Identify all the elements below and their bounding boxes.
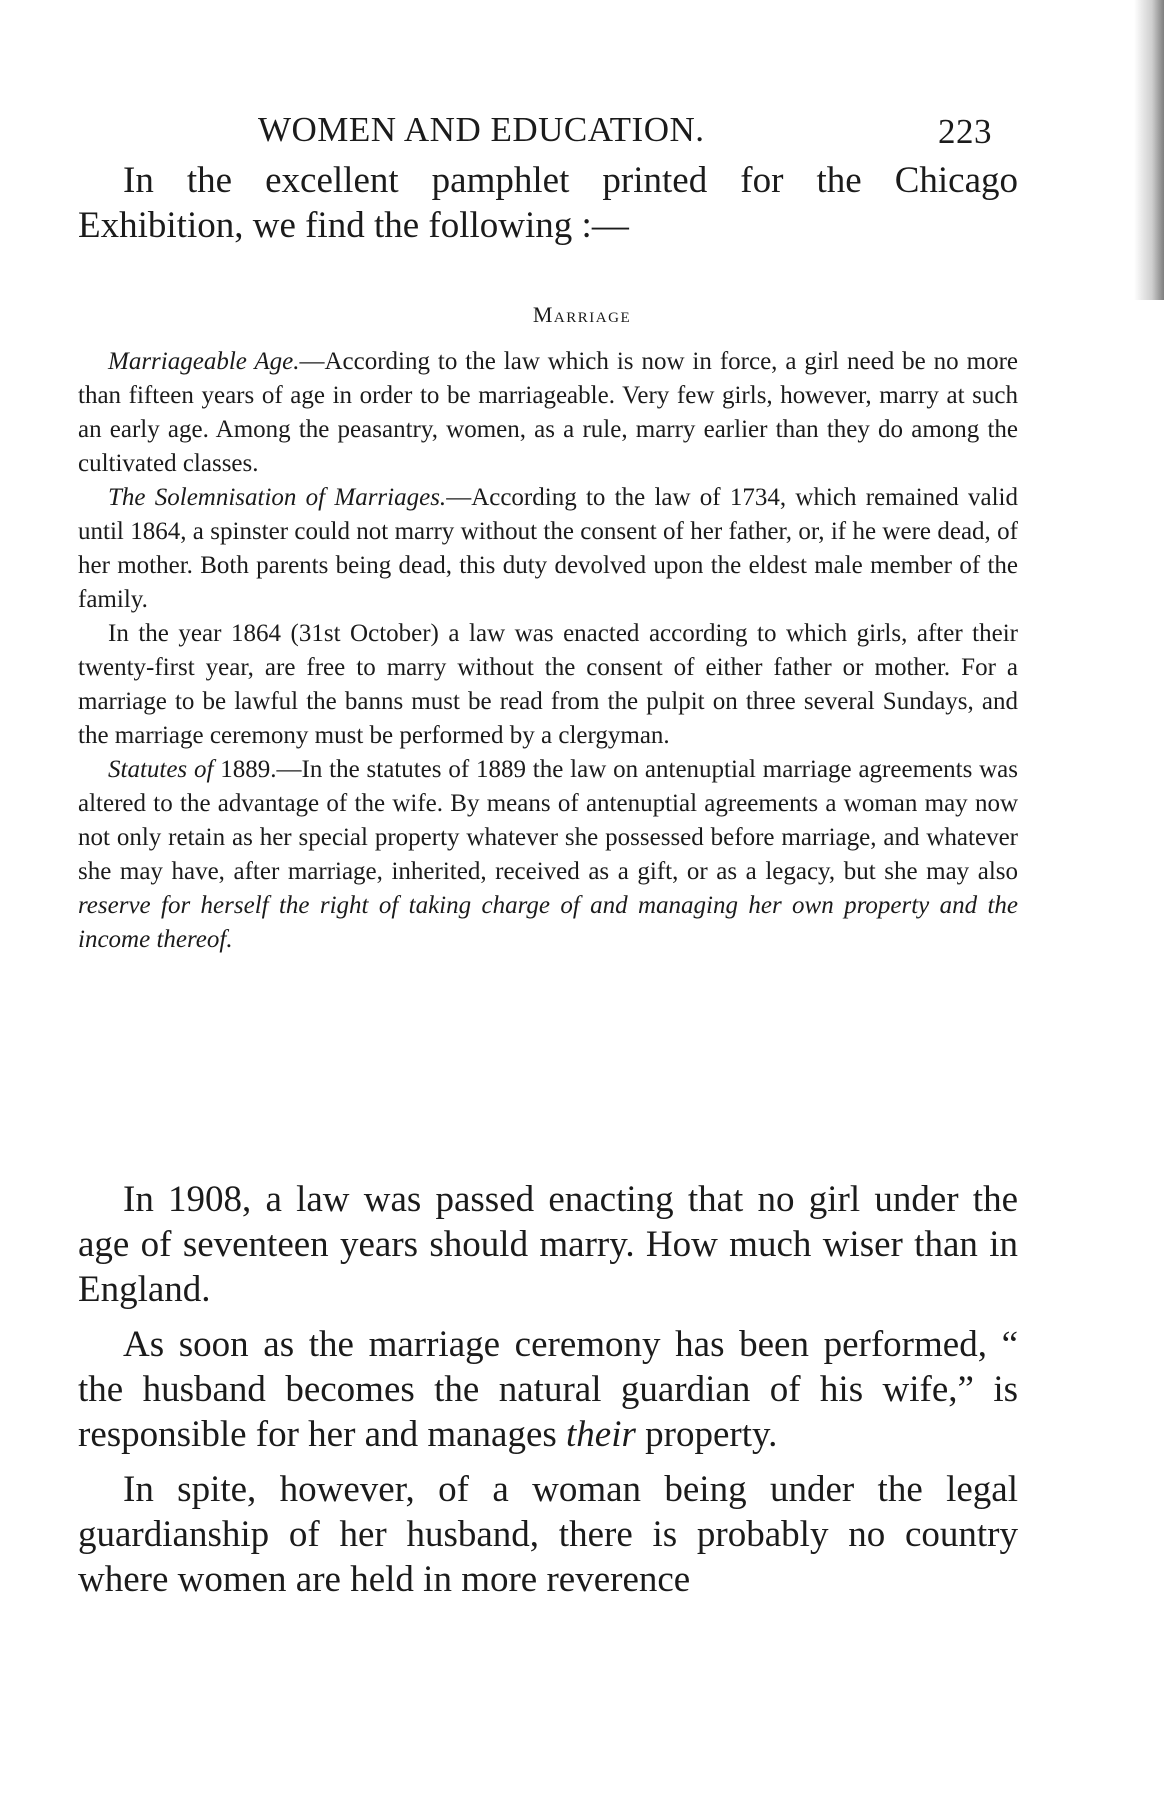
quote-paragraph bbox=[78, 753, 1018, 957]
binding-shadow bbox=[1134, 0, 1164, 300]
quote-text: —According to the law of 1734, which remained valid until 1864, a spinster could not marry without the consent of her father, or, if he were dead, of her mother. Both parents being dead, this duty devolved upon the eldest male member of the family. bbox=[78, 484, 1018, 613]
quote-paragraph bbox=[78, 481, 1018, 617]
running-head bbox=[258, 110, 1018, 150]
quoted-extract bbox=[78, 345, 1018, 957]
quote-lead: Statutes of bbox=[108, 756, 214, 783]
body-text bbox=[78, 1177, 1018, 1602]
quote-text: 1889.—In the statutes of 1889 the law on antenuptial marriage agreements was altered to the advantage of the wife. By means of antenuptial agreements a woman may now not only retain as her special property whatever she possessed before marriage, and whatever she may have, after marriage, inherited, received as a gift, or as a legacy, but she may also bbox=[78, 756, 1018, 885]
page-number: 223 bbox=[938, 112, 992, 151]
body-paragraph: In 1908, a law was passed enacting that no girl under the age of seventeen years should marry. How much wiser than in England. bbox=[78, 1179, 1018, 1310]
intro-text: In the excellent pamphlet printed for the Chicago Exhibition, we find the following :— bbox=[78, 160, 1018, 246]
quote-paragraph bbox=[78, 617, 1018, 753]
quote-emphasis: reserve for herself the right of taking charge of and managing her own property and the income thereof. bbox=[78, 892, 1018, 953]
body-paragraph bbox=[78, 1322, 1018, 1457]
quote-text: —According to the law which is now in force, a girl need be no more than fifteen years of age in order to be marriageable. Very few girls, however, marry at such an early age. Among the peasantry, women, as a rule, marry earlier than they do among the cultivated classes. bbox=[78, 348, 1018, 477]
quote-lead: Marriageable Age. bbox=[108, 348, 300, 375]
quote-text: In the year 1864 (31st October) a law was enacted according to which girls, after their twenty-first year, are free to marry without the consent of either father or mother. For a marriage to be lawful the banns must be read from the pulpit on three several Sundays, and the marriage ceremony must be performed by a clergyman. bbox=[78, 620, 1018, 749]
intro-paragraph bbox=[78, 158, 1018, 248]
quote-lead: The Solemnisation of Marriages. bbox=[108, 484, 447, 511]
running-head-title: WOMEN AND EDUCATION. bbox=[258, 110, 705, 149]
body-text-run: property. bbox=[635, 1414, 778, 1455]
body-paragraph: In spite, however, of a woman being under the legal guardianship of her husband, there is probably no country where women are held in more reverence bbox=[78, 1469, 1018, 1600]
body-emphasis: their bbox=[566, 1414, 636, 1455]
body-text-run: As soon as the marriage ceremony has been performed, “ the husband becomes the natural guardian of his wife,” is responsible for her and manages bbox=[78, 1324, 1018, 1455]
quote-paragraph bbox=[78, 345, 1018, 481]
section-heading: Marriage bbox=[532, 302, 632, 327]
